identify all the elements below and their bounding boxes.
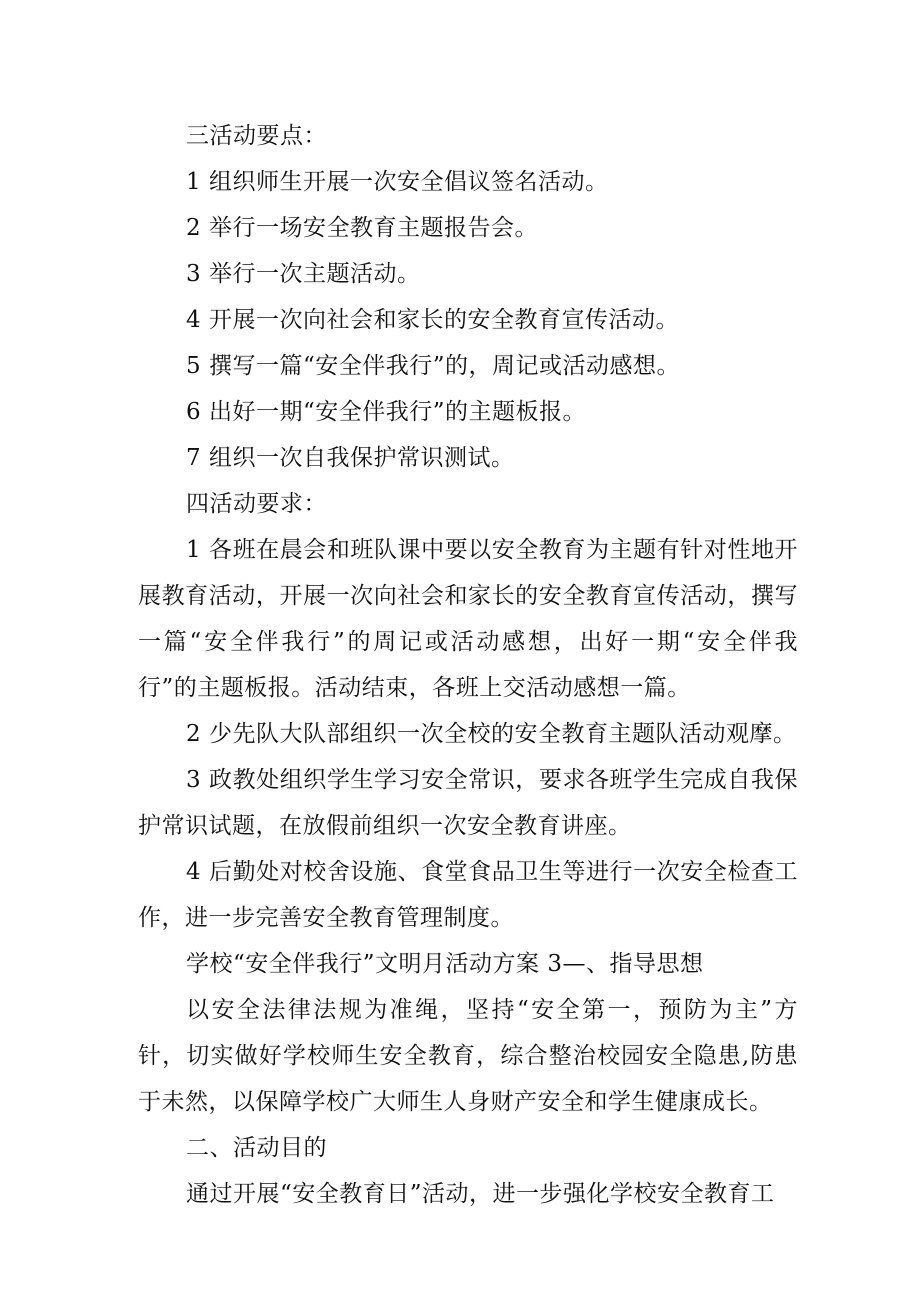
list-item: 1 组织师生开展一次安全倡议签名活动。 [186, 169, 609, 195]
paragraph: 以安全法律法规为准绳，坚持“安全第一，预防为主”方针，切实做好学校师生安全教育，综合整治校园安全隐患,防患于未然，以保障学校广大师生人身财产安全和学生健康成长。 [138, 997, 798, 1115]
paragraph: 4 后勤处对校舍设施、食堂食品卫生等进行一次安全检查工作，进一步完善安全教育管理制度。 [138, 859, 798, 931]
paragraph: 通过开展“安全教育日”活动，进一步强化学校安全教育工 [186, 1181, 775, 1207]
section-heading: 四活动要求： [186, 491, 327, 517]
paragraph: 3 政教处组织学生学习安全常识，要求各班学生完成自我保护常识试题，在放假前组织一次安全教育讲座。 [138, 767, 798, 839]
paragraph: 1 各班在晨会和班队课中要以安全教育为主题有针对性地开展教育活动，开展一次向社会和家长的安全教育宣传活动，撰写一篇“安全伴我行”的周记或活动感想，出好一期“安全伴我行”的主题板报。活动结束，各班上交活动感想一篇。 [138, 537, 798, 701]
list-item: 4 开展一次向社会和家长的安全教育宣传活动。 [186, 307, 679, 333]
section-heading: 学校“安全伴我行”文明月活动方案 3—、指导思想 [186, 951, 704, 977]
section-heading: 二、活动目的 [186, 1135, 327, 1161]
list-item: 3 举行一次主题活动。 [186, 261, 421, 287]
list-item: 6 出好一期“安全伴我行”的主题板报。 [186, 399, 586, 425]
paragraph: 2 少先队大队部组织一次全校的安全教育主题队活动观摩。 [186, 721, 797, 747]
document-body [138, 113, 798, 1217]
section-heading: 三活动要点： [186, 123, 327, 149]
list-item: 7 组织一次自我保护常识测试。 [186, 445, 515, 471]
list-item: 5 撰写一篇“安全伴我行”的，周记或活动感想。 [186, 353, 680, 379]
list-item: 2 举行一场安全教育主题报告会。 [186, 215, 538, 241]
